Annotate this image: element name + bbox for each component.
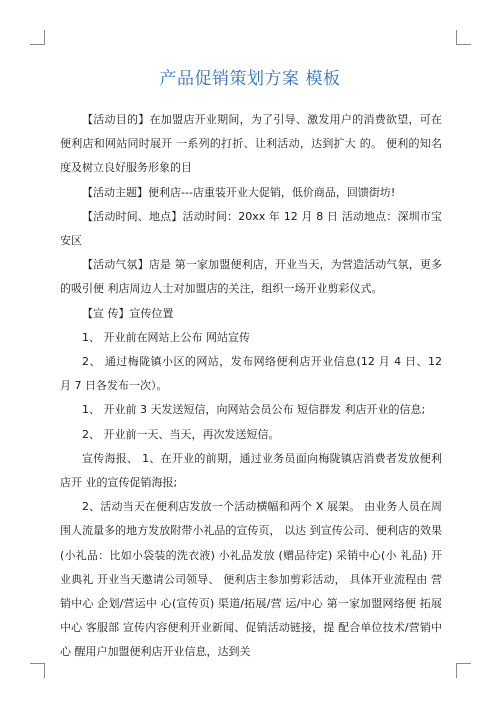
document-title: 产品促销策划方案 模板 [159, 69, 341, 89]
paragraph-activity-time-place: 【活动时间、地点】活动时间：20xx 年 12 月 8 日 活动地点：深圳市宝安区 [60, 209, 442, 248]
page-corner-mark-bottom-left [30, 663, 45, 678]
paragraph-website-promotion: 1、 开业前在网站上公布 网站宣传 [82, 330, 250, 344]
page-corner-mark-top-left [30, 30, 45, 45]
paragraph-activity-theme: 【活动主题】便利店---店重装开业大促销，低价商品，回馈街坊! [82, 185, 396, 199]
paragraph-promotion-heading: 【宣 传】宣传位置 [82, 306, 174, 320]
page-corner-mark-top-right [456, 30, 471, 45]
document-body [60, 108, 442, 665]
paragraph-banner-and-leaflets: 2、活动当天在便利店发放一个活动横幅和两个 X 展架。 由业务人员在周围人流量多的地方发放附带小礼品的宣传页， 以达 到宣传公司、便利店的效果(小礼品：比如小袋装的洗衣液) 小礼品发放 (赠品待定) 采销中心(小 礼品) 开业典礼 开业当天邀请公司领导、 便利店主参加剪彩活动， 具体开业流程由 营销中心 企划/营运中 心(宣传页) 渠道/拓展/营 运/中心 第一家加盟网络便 拓展中心 客服部 宣传内容便利开业新闻、促销活动链接，提 配合单位技术/营销中 心 醒用户加盟便利店开业信息，达到关 [60, 500, 442, 659]
paragraph-sms-notice: 1、 开业前 3 天发送短信，向网站会员公布 短信群发 利店开业的信息; [82, 403, 426, 417]
page-corner-mark-bottom-right [456, 663, 471, 678]
paragraph-activity-atmosphere: 【活动气氛】店是 第一家加盟便利店，开业当天，为营造活动气氛，更多的吸引便 利店周边人士对加盟店的关注，组织一场开业剪彩仪式。 [60, 258, 442, 296]
paragraph-sms-reminder: 2、 开业前一天、当天，再次发送短信。 [82, 427, 280, 441]
paragraph-activity-purpose: 【活动目的】在加盟店开业期间，为了引导、激发用户的消费欲望，可在便利店和网站同时展开 一系列的打折、让利活动，达到扩大 的。 便利的知名度及树立良好服务形象的目 [60, 113, 442, 175]
paragraph-poster-promotion: 宣传海报、 1、在开业的前期，通过业务员面向梅陇镇店消费者发放便利店开 业的宣传促销海报; [60, 451, 442, 490]
paragraph-community-website: 2、 通过梅陇镇小区的网站，发布网络便利店开业信息(12 月 4 日、12 月 7 日各发布一次）。 [60, 355, 442, 393]
